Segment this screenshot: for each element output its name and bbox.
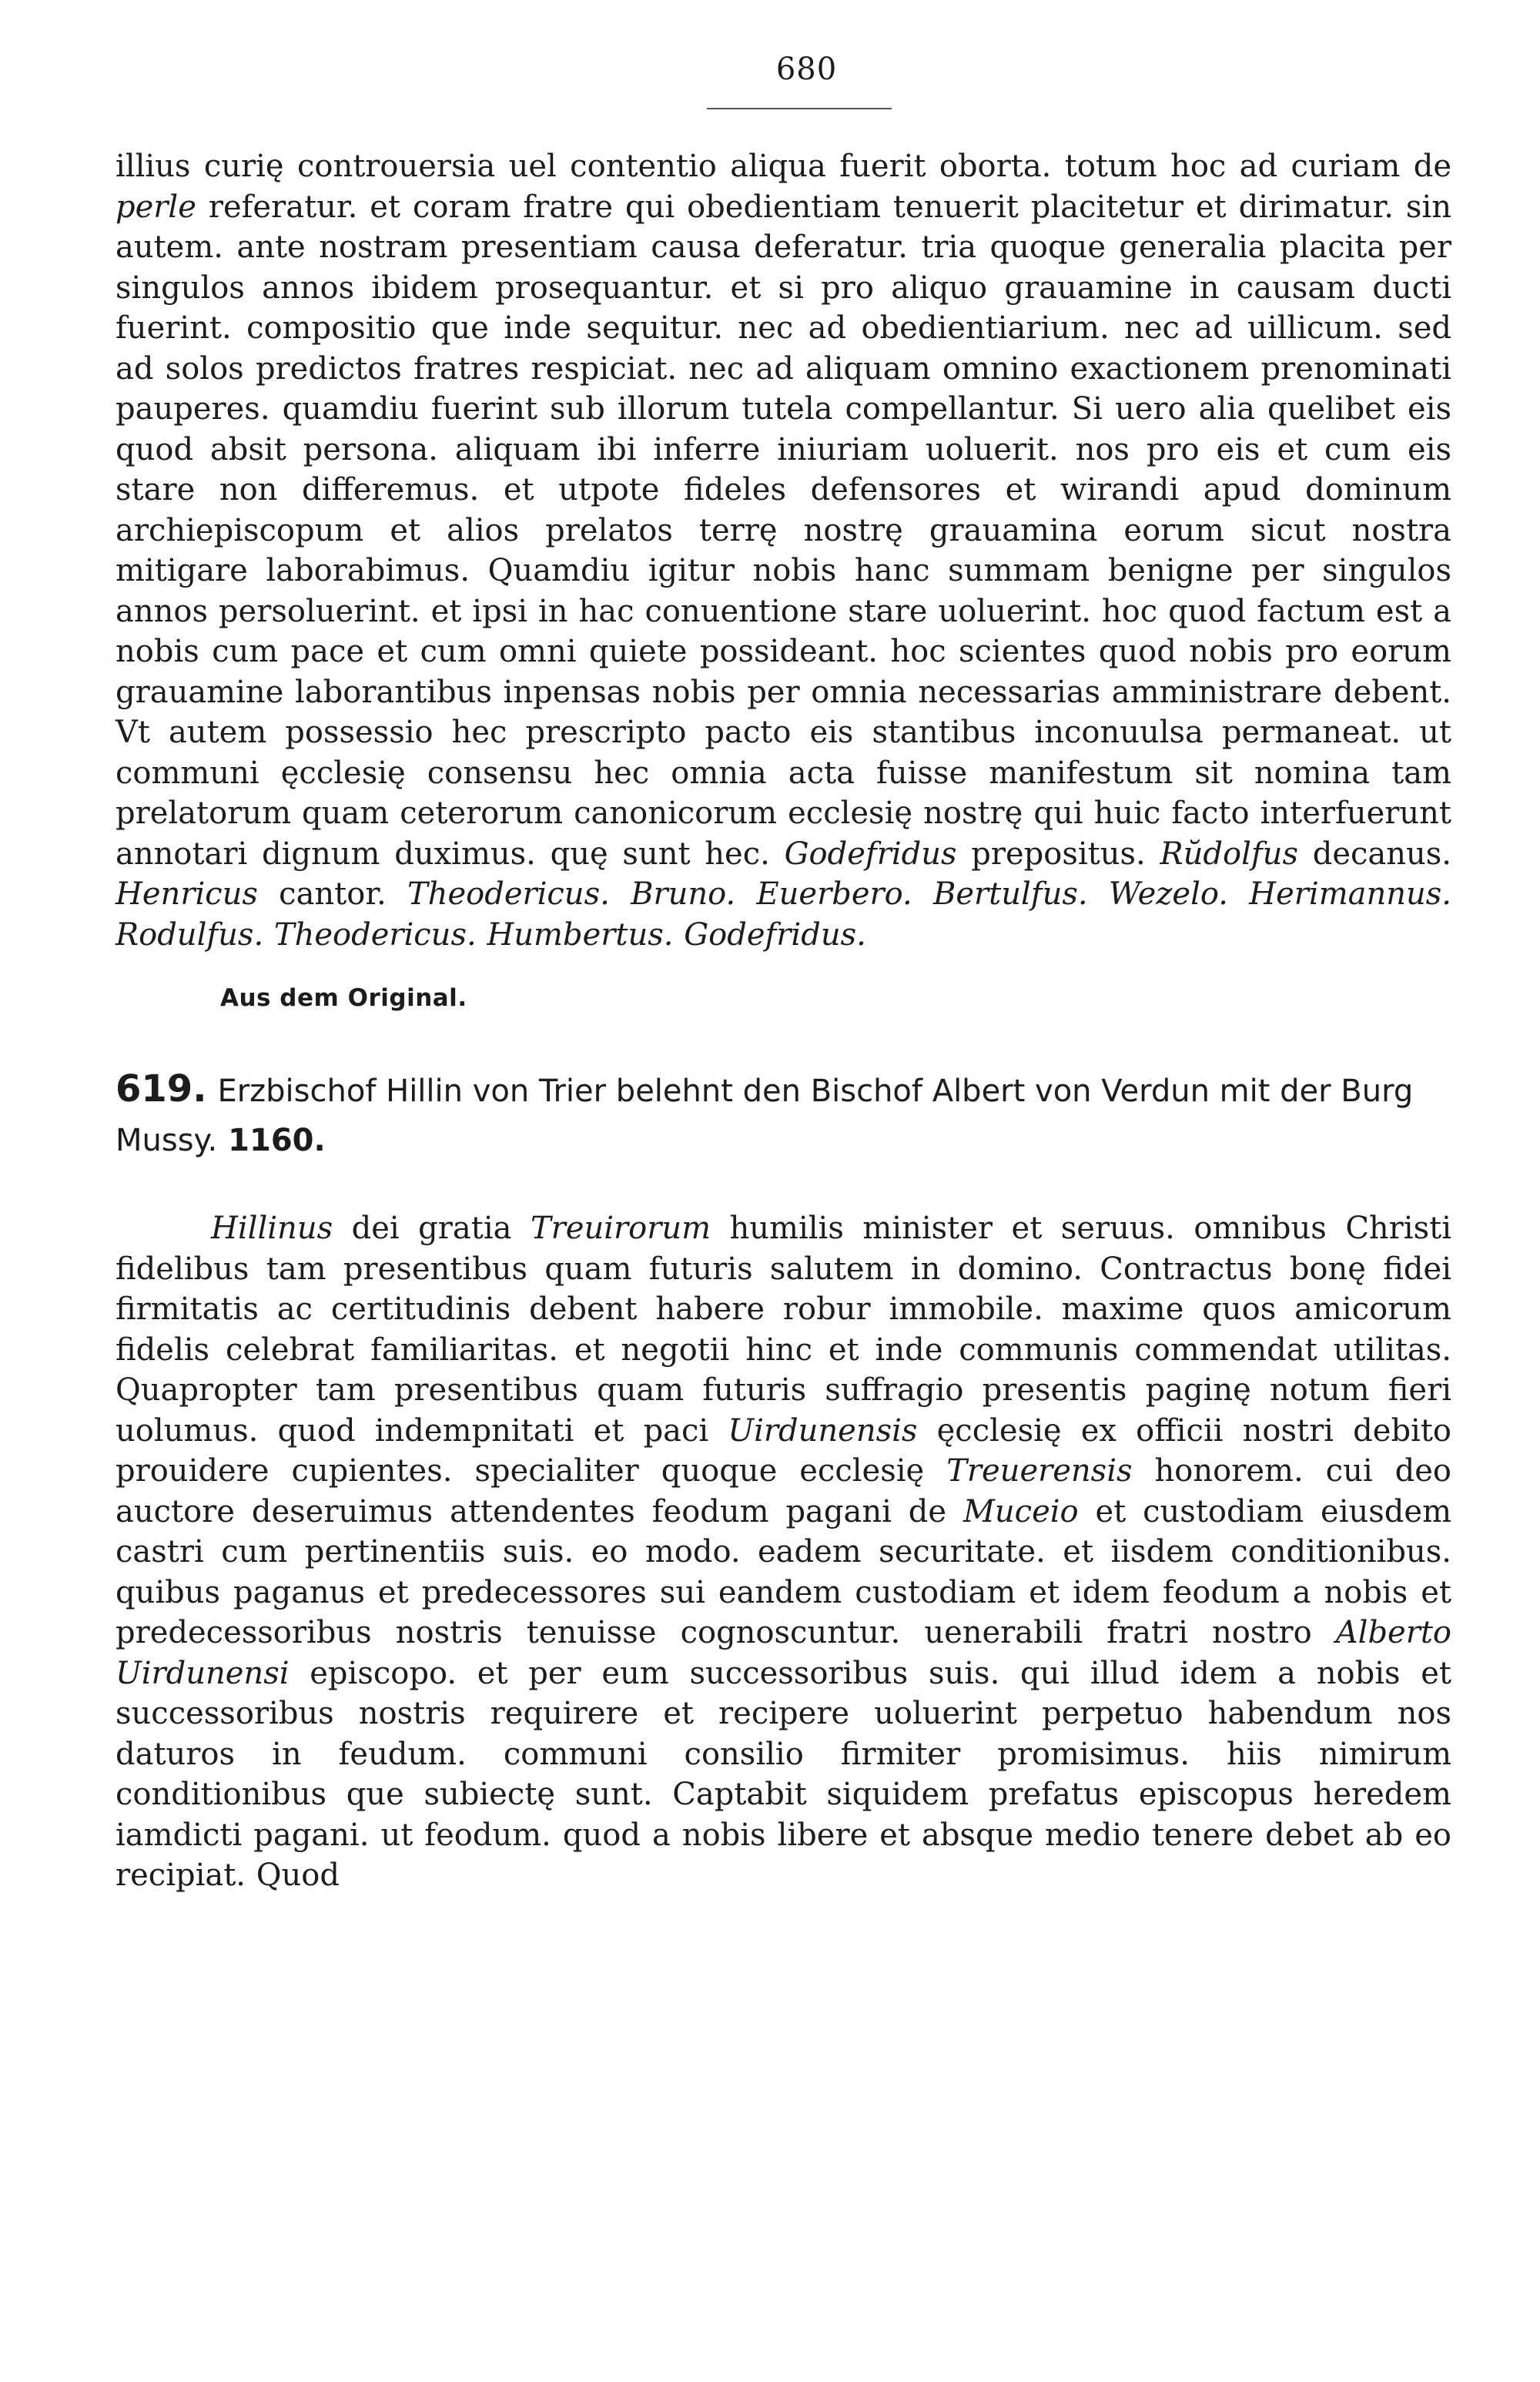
document-heading (116, 1064, 1451, 1165)
witness-name: Godefridus. (684, 916, 866, 953)
charter-paragraph (116, 1208, 1451, 1896)
witness-name: Rŭdolfus (1160, 836, 1298, 872)
text-segment: dei gratia (333, 1211, 531, 1246)
header-rule (707, 108, 892, 109)
witness-name: Humbertus. (487, 916, 674, 953)
separator (912, 876, 933, 912)
separator (477, 917, 487, 953)
separator (610, 876, 631, 912)
continuation-paragraph (116, 146, 1451, 955)
separator (263, 917, 274, 953)
text-segment: cantor. (257, 876, 408, 912)
place-name: Uirdunensis (728, 1412, 918, 1449)
page-number: 680 (775, 52, 838, 87)
text-segment: ęcclesię ex officii nostri debito prouidere cupientes. specialiter quoque ecclesię (116, 1412, 1451, 1489)
witness-name: Godefridus (784, 836, 957, 872)
text-segment: humilis minister et seruus. omnibus Christi fidelibus tam presentibus quam futuris salutem in domino. Contractus bonę fidei firmitatis ac certitudinis debent habere robur immobile. maxime quos amicorum fidelis celebrat familiaritas. et negotii hinc et inde communis commendat utilitas. Quapropter tam presentibus quam futuris suffragio presentis paginę notum fieri uolumus. quod indempnitati et paci (116, 1211, 1451, 1449)
document-title: Erzbischof Hillin von Trier belehnt den Bischof Albert von Verdun mit der Burg Mussy. (116, 1074, 1414, 1158)
place-name-perle: perle (116, 189, 196, 225)
separator (1228, 876, 1249, 912)
place-name: Treuerensis (946, 1453, 1133, 1489)
place-name: Treuirorum (530, 1211, 711, 1246)
continuation-text (116, 146, 1451, 955)
witness-name: Wezelo. (1108, 876, 1228, 912)
separator (1088, 876, 1109, 912)
witness-name: Bruno. (631, 876, 736, 912)
person-name: Alberto Uirdunensi (116, 1615, 1451, 1691)
witness-name: Euerbero. (756, 876, 912, 912)
place-name: Muceio (962, 1493, 1079, 1529)
separator (673, 917, 684, 953)
witness-name: Theodericus. (407, 876, 610, 912)
document-year: 1160. (228, 1123, 326, 1158)
text-segment: referatur. et coram fratre qui obedientiam tenuerit placitetur et dirimatur. sin autem. ante nostram presentiam causa deferatur. tria quoque generalia placita per singulos annos ibidem prosequantur. et si pro aliquo grauamine in causam ducti fuerint. compositio que inde sequitur. nec ad obedientiarium. nec ad uillicum. sed ad solos predictos fratres respiciat. nec ad aliquam omnino exactionem prenominati pauperes. quamdiu fuerint sub illorum tutela compellantur. Si uero alia quelibet eis quod absit persona. aliquam ibi inferre iniuriam uoluerit. nos pro eis et cum eis stare non differemus. et utpote fideles defensores et wirandi apud dominum archiepiscopum et alios prelatos terrę nostrę grauamina eorum sicut nostra mitigare laborabimus. Quamdiu igitur nobis hanc summam benigne per singulos annos persoluerint. et ipsi in hac conuentione stare uoluerint. hoc quod factum est a nobis cum pace et cum omni quiete possideant. hoc scientes quod nobis pro eorum grauamine laborantibus inpensas nobis per omnia necessarias amministrare debent. Vt autem possessio hec prescripto pacto eis stantibus inconuulsa permaneat. ut communi ęcclesię consensu hec omnia acta fuisse manifestum sit nomina tam prelatorum quam ceterorum canonicorum ecclesię nostrę qui huic facto interfuerunt annotari dignum duximus. quę sunt hec. (116, 189, 1451, 872)
charter-text (116, 1208, 1451, 1896)
document-page (116, 46, 1451, 2349)
source-note: Aus dem Original. (220, 984, 467, 1012)
text-segment: illius curię controuersia uel contentio aliqua fuerit oborta. totum hoc ad curiam de (116, 149, 1451, 184)
person-name: Hillinus (211, 1211, 333, 1246)
text-segment: et custodiam eiusdem castri cum pertinentiis suis. eo modo. eadem securitate. et iisdem conditionibus. quibus paganus et predecessores sui eandem custodiam et idem feodum a nobis et predecessoribus nostris tenuisse cognoscuntur. uenerabili fratri nostro (116, 1493, 1451, 1650)
text-segment: prepositus. (956, 836, 1160, 872)
separator (735, 876, 756, 912)
witness-name: Bertulfus. (932, 876, 1088, 912)
witness-name: Rodulfus. (116, 916, 264, 953)
text-segment: honorem. cui deo auctore deseruimus attendentes feodum pagani de (116, 1453, 1451, 1529)
witness-name: Theodericus. (273, 916, 477, 953)
witness-name: Henricus (116, 876, 258, 912)
text-segment: decanus. (1297, 836, 1452, 872)
witness-name: Herimannus. (1249, 876, 1452, 912)
text-segment: episcopo. et per eum successoribus suis. qui illud idem a nobis et successoribus nostris requirere et recipere uoluerint perpetuo habendum nos daturos in feudum. communi consilio firmiter promisimus. hiis nimirum conditionibus que subiectę sunt. Captabit siquidem prefatus episcopus heredem iamdicti pagani. ut feodum. quod a nobis libere et absque medio tenere debet ab eo recipiat. Quod (116, 1655, 1451, 1893)
document-number: 619. (116, 1067, 207, 1111)
